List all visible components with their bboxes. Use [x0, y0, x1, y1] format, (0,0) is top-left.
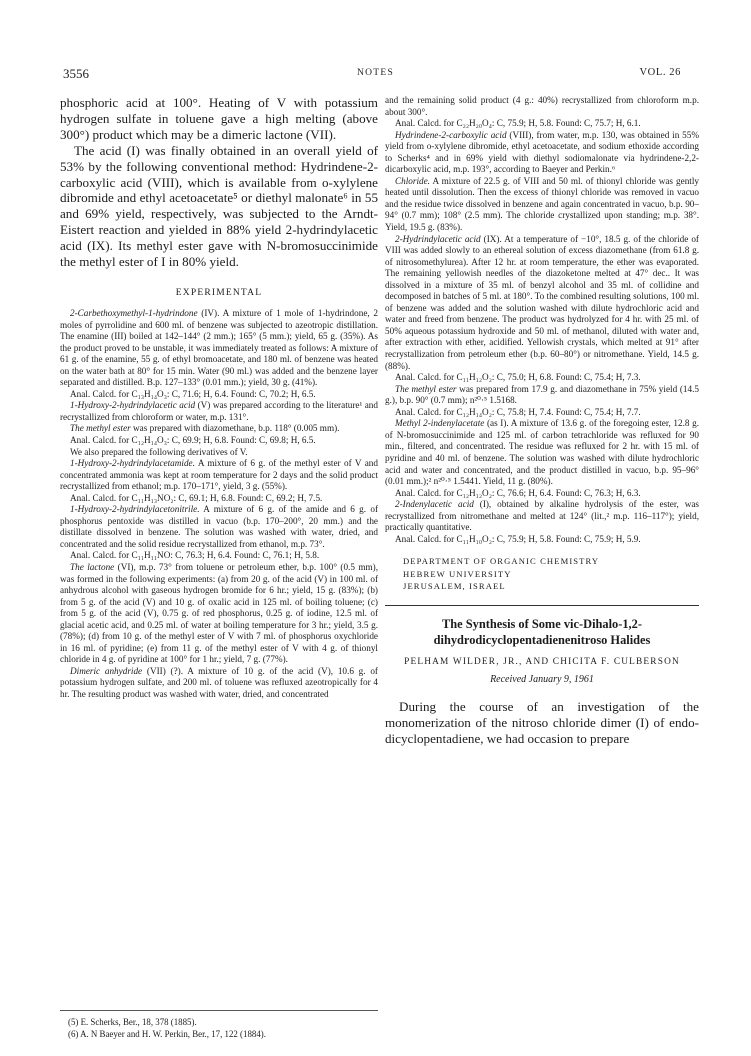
compound-name: The lactone: [70, 562, 115, 572]
compound-name: Chloride.: [395, 175, 430, 186]
running-header: [0, 66, 751, 82]
analysis-line: Anal. Calcd. for C₁₁H₁₁NO: C, 76.3; H, 6.4. Found: C, 76.1; H, 5.8.: [70, 550, 320, 561]
analysis-line: Anal. Calcd. for C₁₂H₁₄O₂: C, 75.8; H, 7.4. Found: C, 75.4; H, 7.7.: [395, 406, 641, 417]
procedure-text: was prepared with diazomethane, b.p. 118° (0.005 mm).: [130, 423, 340, 434]
article-body: During the course of an investigation of the monomerization of the nitroso chloride dimer (I) of endo-dicyclopentadiene, we had occasion to prepare: [385, 698, 699, 746]
procedure-indenylacetic-acid: [385, 499, 699, 534]
right-column: [385, 95, 699, 747]
procedure-text: (as I). A mixture of 13.6 g. of the foregoing ester, 12.8 g. of N-bromosuccinimide and 125 ml. of carbon tetrachloride was refluxed for 90 min., filtered, and concentrated. The residue was refluxed for 2 hr. with 15 ml. of pyridine and 40 ml. of benzene. The solution was washed with dilute hydrochloric acid and water and concentrated, and the product distilled in vacuo, b.p. 95–96° (0.01 mm.);² n²⁰·⁵ 1.5441. Yield, 11 g. (80%).: [385, 418, 699, 487]
analysis-line: Anal. Calcd. for C₁₁H₁₃NO₂: C, 69.1; H, 6.8. Found: C, 69.2; H, 7.5.: [70, 492, 323, 503]
procedure-text: (VIII), from water, m.p. 130, was obtained in 55% yield from o-xylylene dibromide, ethyl acetoacetate, and sodium ethoxide according to Scherks⁴ and in 69% yield with diethyl sodiomalonate via hydrindene-2,2-dicarboxylic acid, m.p. 193°, according to Baeyer and Perkin.⁶: [385, 129, 699, 175]
footnotes: [60, 1010, 378, 1040]
procedure-text: was prepared from 17.9 g. and diazomethane in 75% yield (14.5 g.), b.p. 90° (0.7 mm); n²⁰·⁵ 1.5168.: [385, 383, 699, 406]
procedure-text: (IV). A mixture of 1 mole of 1-hydrindone, 2 moles of pyrrolidine and 600 ml. of benzene was subjected to azeotropic distillation. The enamine (III) boiled at 142–144° (2 mm.); 165° (5 mm.); yield, 65 g. (35%). As the product proved to be unstable, it was immediately treated as follows: A mixture of 61 g. of the enamine, 55 g. of ethyl bromoacetate, and 180 ml. of benzene was heated on the water bath at 80° for 15 min. Water (90 ml.) was added and the benzene layer separated and distilled. B.p. 127–133° (0.01 mm.); yield, 30 g. (41%).: [60, 307, 378, 388]
procedure-hydrindylacetonitrile: [60, 504, 378, 550]
article-title: The Synthesis of Some vic-Dihalo-1,2-dihydrodicyclopentadienenitroso Halides: [433, 616, 651, 647]
procedure-text: (V) was prepared according to the literature¹ and recrystallized from chloroform or water, m.p. 131°.: [60, 400, 378, 422]
procedure-text: (VI), m.p. 73° from toluene or petroleum ether, b.p. 100° (0.5 mm), was formed in the following experiments: (a) from 20 g. of the acid (V) in 100 ml. of anhydrous alcohol with gaseous hydrogen bromide for 6 hr.; yield, 15 g. (83%); (b) from 5 g. of the acid (V) and 10 g. of oxalic acid in 125 ml. of boiling toluene; (c) from 5 g. of the acid (V), 0.75 g. of red phosphorus, 0.25 g. of iodine, 12.5 ml. of glacial acetic acid, and 0.25 ml. of water at boiling temperature for 3 hr.; yield, 3.5 g. (78%); (d) from 10 g. of the methyl ester of V with 7 ml. of phosphorus oxychloride in 16 ml. of pyridine; (e) from 11 g. of the methyl ester of V with 4 g. of thionyl chloride in 4 g. of pyridine at 100° for 1 hr.; yield, 7 g. (77%).: [60, 562, 379, 665]
procedure-dimeric-anhydride: [60, 666, 378, 701]
compound-name: 2-Carbethoxymethyl-1-hydrindone: [70, 307, 198, 318]
compound-name: The methyl ester: [70, 423, 131, 434]
left-column: [60, 95, 378, 701]
analysis-line: Anal. Calcd. for C₁₃H₁₄O₃: C, 71.6; H, 6.4. Found: C, 70.2; H, 6.5.: [70, 388, 316, 399]
analysis-line: Anal. Calcd. for C₂₂H₂₀O₄: C, 75.9; H, 5.8. Found: C, 75.7; H, 6.1.: [395, 118, 641, 129]
derivatives-note: We also prepared the following derivatives of V.: [70, 446, 248, 457]
analysis-line: Anal. Calcd. for C₁₂H₁₂O₂: C, 76.6; H, 6.4. Found: C, 76.3; H, 6.3.: [395, 487, 641, 498]
procedure-lactone: [60, 562, 378, 666]
procedure-hydrindene-carboxylic-acid: [385, 130, 699, 176]
compound-name: Dimeric anhydride: [70, 665, 143, 676]
article-divider: [385, 605, 699, 606]
intro-paragraph-1: phosphoric acid at 100°. Heating of V with potassium hydrogen sulfate in toluene gave a high melting (above 300°) product which may be a dimeric lactone (VII).: [60, 95, 378, 142]
compound-name: 2-Hydrindylacetic acid: [395, 233, 481, 244]
procedure-hydrindylacetic-acid: [385, 234, 699, 373]
page-number: 3556: [63, 66, 89, 81]
analysis-line: Anal. Calcd. for C₁₁H₁₂O₂: C, 75.0; H, 6.8. Found: C, 75.4; H, 7.3.: [395, 372, 641, 383]
compound-name: Methyl 2-indenylacetate: [395, 418, 485, 429]
intro-paragraph-2: The acid (I) was finally obtained in an overall yield of 53% by the following conventional method: Hydrindene-2-carboxylic acid (VIII), which is available from o-xylylene dibromide and ethyl acetoacetate⁵ or diethyl malonate⁶ in 55 and 69% yield, respectively, was subjected to the Arndt-Eistert reaction and yielded in 88% yield 2-hydrindylacetic acid (IX). Its methyl ester gave with N-bromosuccinimide the methyl ester of I in 80% yield.: [60, 142, 378, 270]
article-authors: PELHAM WILDER, JR., AND CHICITA F. CULBERSON: [404, 656, 680, 667]
analysis-line: Anal. Calcd. for C₁₂H₁₄O₃: C, 69.9; H, 6.8. Found: C, 69.8; H, 6.5.: [70, 434, 316, 445]
procedure-text: A mixture of 6 g. of the methyl ester of V and concentrated ammonia was kept at room temperature for 2 days and the solid product recrystallized from ethanol; m.p. 170–171°, yield, 3 g. (55%).: [60, 458, 378, 492]
procedure-text: A mixture of 6 g. of the amide and 6 g. of phosphorus pentoxide was distilled in vacuo (b.p. 170–200°, 20 mm.) and the distillate dissolved in benzene. The solution was washed with water, dried, and concentrated and the solid residue recrystallized from ethanol, m.p. 73°.: [60, 504, 378, 549]
procedure-chloride: [385, 176, 699, 234]
analysis-line: Anal. Calcd. for C₁₁H₁₀O₂: C, 75.9; H, 5.8. Found: C, 75.9; H, 5.9.: [395, 533, 641, 544]
procedure-hydroxy-hydrindylacetic-acid: [60, 400, 378, 423]
affiliation-city: JERUSALEM, ISRAEL: [403, 581, 506, 592]
article-received-date: Received January 9, 1961: [490, 673, 594, 685]
procedure-text: (VII) (?). A mixture of 10 g. of the acid (V), 10.6 g. of potassium hydrogen sulfate, and 200 ml. of toluene was refluxed azeotropically for 4 hr. The resulting product was washed with water, dried, and concentrated: [60, 665, 378, 700]
volume-label: VOL. 26: [639, 67, 681, 78]
procedure-carbethoxymethyl-hydrindone: [60, 308, 378, 389]
compound-name: 2-Indenylacetic acid: [395, 499, 474, 510]
section-heading-experimental: EXPERIMENTAL: [175, 287, 263, 298]
procedure-methyl-ester: [385, 384, 699, 407]
procedure-text: (IX). At a temperature of −10°, 18.5 g. of the chloride of VIII was added slowly to an ethereal solution of excess diazomethane (from 61.8 g. of nitrosomethylurea). After 12 hr. at room temperature, the ether was evaporated. The remaining yellowish needles of the diazoketone melted at 47° dec.. It was dissolved in a mixture of 35 ml. of benzyl alcohol and 35 ml. of collidine and decomposed in batches of 5 ml. at 180°. To the combined resulting solutions, 100 ml. of benzene was added and the solution washed with dilute hydrochloric acid and water and freed from benzene. The product was hydrolyzed for 4 hr. with 25 ml. of 50% aqueous potassium hydroxide and 50 ml. of methanol, diluted with water and, after extraction with ether, acidified. Yellowish crystals, which melted at 91° after recrystallization from petroleum ether (b.p. 60–80°) or nitromethane. Yield, 14.5 g. (88%).: [385, 233, 699, 371]
procedure-text: (I), obtained by alkaline hydrolysis of the ester, was recrystallized from nitromethane and melted at 124° (lit.,² m.p. 116–117°); yield, practically quantitative.: [385, 499, 700, 533]
compound-name: The methyl ester: [395, 383, 457, 394]
footnote-6: (6) A. N Baeyer and H. W. Perkin, Ber., 17, 122 (1884).: [68, 1028, 266, 1039]
author-affiliation: [403, 555, 699, 593]
procedure-methyl-ester: [60, 423, 378, 435]
affiliation-university: HEBREW UNIVERSITY: [403, 568, 512, 579]
compound-name: Hydrindene-2-carboxylic acid: [395, 129, 507, 140]
compound-name: 1-Hydroxy-2-hydrindylacetonitrile.: [70, 504, 200, 515]
running-title: NOTES: [356, 68, 395, 78]
footnote-5: (5) E. Scherks, Ber., 18, 378 (1885).: [68, 1017, 197, 1027]
procedure-text: A mixture of 22.5 g. of VIII and 50 ml. of thionyl chloride was gently heated until dissolution. Then the excess of thionyl chloride was removed in vacuo and the residue twice dissolved in benzene and again concentrated in vacuo, b.p. 90–94° (0.7 mm); 108° (2.5 mm). The chloride crystallized upon standing; m.p. 38°. Yield, 19.5 g. (83%).: [385, 175, 699, 233]
procedure-methyl-indenylacetate: [385, 418, 699, 487]
procedure-hydrindylacetamide: [60, 458, 378, 493]
compound-name: 1-Hydroxy-2-hydrindylacetamide.: [70, 458, 195, 469]
continued-paragraph: and the remaining solid product (4 g.: 40%) recrystallized from chloroform m.p. about 300°.: [385, 95, 699, 117]
compound-name: 1-Hydroxy-2-hydrindylacetic acid: [70, 400, 196, 411]
affiliation-department: DEPARTMENT OF ORGANIC CHEMISTRY: [403, 556, 600, 567]
